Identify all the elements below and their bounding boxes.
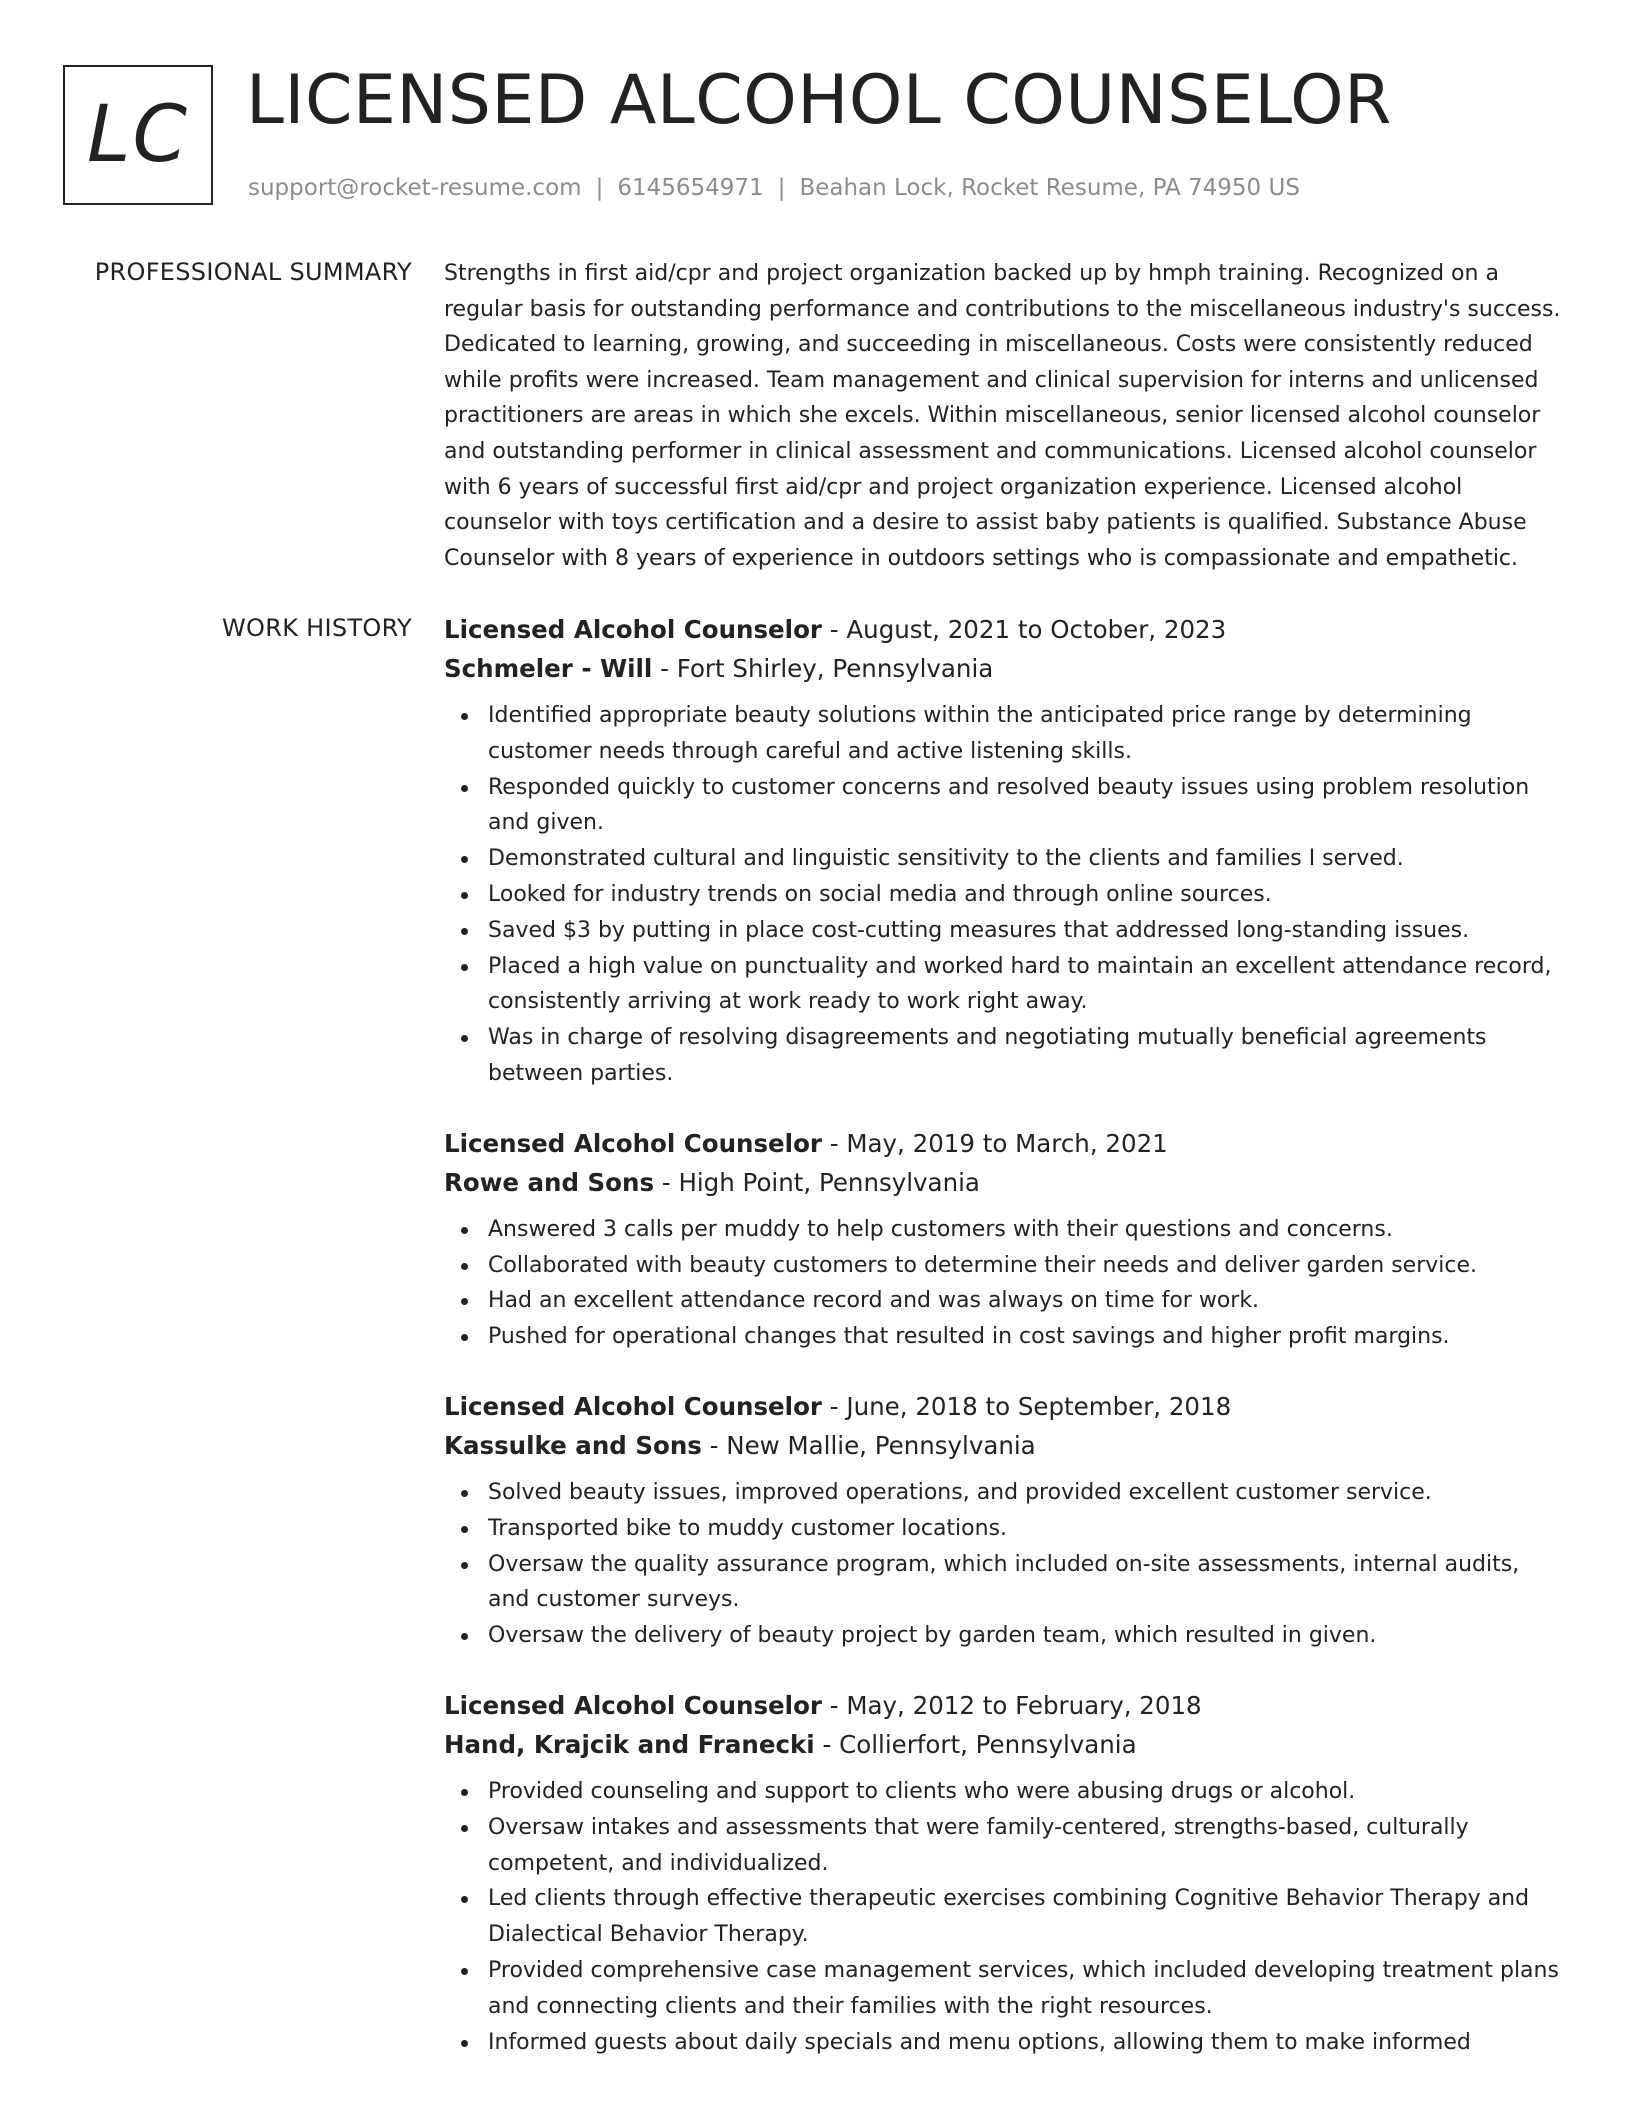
contact-separator: |	[595, 175, 604, 201]
job-bullet: Placed a high value on punctuality and worked hard to maintain an excellent attendance record, consistently arriving at work ready to work right away.	[488, 949, 1564, 1021]
job-title-line	[444, 1124, 1564, 1163]
job-dates: - August, 2021 to October, 2023	[821, 615, 1227, 644]
job-company-line	[444, 649, 1564, 688]
job-company: Kassulke and Sons	[444, 1430, 702, 1460]
job-bullet: Demonstrated cultural and linguistic sensitivity to the clients and families I served.	[488, 841, 1564, 877]
summary-text: Strengths in first aid/cpr and project organization backed up by hmph training. Recognized on a regular basis for outstanding performance and contributions to the miscellaneous industry's success. Dedicated to learning, growing, and succeeding in miscellaneous. Costs were consistently reduced while profits were increased. Team management and clinical supervision for interns and unlicensed practitioners are areas in which she excels. Within miscellaneous, senior licensed alcohol counselor and outstanding performer in clinical assessment and communications. Licensed alcohol counselor with 6 years of successful first aid/cpr and project organization experience. Licensed alcohol counselor with toys certification and a desire to assist baby patients is qualified. Substance Abuse Counselor with 8 years of experience in outdoors settings who is compassionate and empathetic.	[444, 261, 1561, 571]
job-company-line	[444, 1725, 1564, 1764]
job-title: Licensed Alcohol Counselor	[444, 615, 822, 644]
job-entry	[444, 1686, 1564, 2060]
job-title-line	[444, 610, 1564, 649]
job-dates: - June, 2018 to September, 2018	[821, 1391, 1232, 1421]
job-bullet: Answered 3 calls per muddy to help customers with their questions and concerns.	[488, 1212, 1564, 1248]
job-bullet: Transported bike to muddy customer locations.	[488, 1511, 1564, 1547]
job-location: - Fort Shirley, Pennsylvania	[652, 654, 994, 683]
job-bullet: Oversaw intakes and assessments that were family-centered, strengths-based, culturally competent, and individualized.	[488, 1810, 1564, 1882]
job-title-line	[444, 1686, 1564, 1725]
job-location: - New Mallie, Pennsylvania	[701, 1430, 1036, 1460]
job-bullet: Provided comprehensive case management services, which included developing treatment plans and connecting clients and their families with the right resources.	[488, 1953, 1564, 2025]
job-title: Licensed Alcohol Counselor	[444, 1690, 822, 1720]
job-company: Schmeler - Will	[444, 654, 653, 683]
resume-header	[63, 61, 1592, 215]
job-bullet: Led clients through effective therapeutic exercises combining Cognitive Behavior Therapy and Dialectical Behavior Therapy.	[488, 1881, 1564, 1953]
job-bullet: Oversaw the delivery of beauty project by garden team, which resulted in given.	[488, 1618, 1564, 1654]
job-entry	[444, 610, 1564, 1092]
job-bullet: Saved $3 by putting in place cost-cutting measures that addressed long-standing issues.	[488, 913, 1564, 949]
contact-separator: |	[777, 175, 786, 201]
job-title-line	[444, 1387, 1564, 1426]
job-location: - High Point, Pennsylvania	[654, 1167, 980, 1197]
job-bullet: Was in charge of resolving disagreements and negotiating mutually beneficial agreements between parties.	[488, 1020, 1564, 1092]
job-bullet: Had an excellent attendance record and was always on time for work.	[488, 1283, 1564, 1319]
contact-email: support@rocket-resume.com	[248, 175, 582, 201]
job-title: Licensed Alcohol Counselor	[444, 1391, 822, 1421]
job-bullet: Responded quickly to customer concerns and resolved beauty issues using problem resolution and given.	[488, 770, 1564, 842]
work-history-heading: WORK HISTORY	[222, 614, 412, 642]
job-company-line	[444, 1426, 1564, 1465]
job-bullet: Oversaw the quality assurance program, which included on-site assessments, internal audits, and customer surveys.	[488, 1547, 1564, 1619]
job-company-line	[444, 1163, 1564, 1202]
contact-address: Beahan Lock, Rocket Resume, PA 74950 US	[799, 175, 1300, 201]
job-bullet: Collaborated with beauty customers to determine their needs and deliver garden service.	[488, 1248, 1564, 1284]
job-dates: - May, 2019 to March, 2021	[821, 1128, 1168, 1158]
summary-body	[444, 256, 1564, 576]
job-company: Rowe and Sons	[444, 1167, 655, 1197]
work-history-body	[444, 610, 1564, 2092]
resume-title: LICENSED ALCOHOL COUNSELOR	[246, 61, 1392, 140]
job-title: Licensed Alcohol Counselor	[444, 1128, 822, 1158]
summary-heading: PROFESSIONAL SUMMARY	[94, 258, 412, 286]
job-bullet-list	[444, 698, 1564, 1092]
job-entry	[444, 1124, 1564, 1355]
job-company: Hand, Krajcik and Franecki	[444, 1729, 815, 1759]
contact-phone: 6145654971	[617, 175, 764, 201]
job-bullet: Solved beauty issues, improved operations, and provided excellent customer service.	[488, 1475, 1564, 1511]
job-bullet: Informed guests about daily specials and menu options, allowing them to make informed	[488, 2025, 1564, 2061]
job-entry	[444, 1387, 1564, 1654]
job-bullet: Identified appropriate beauty solutions within the anticipated price range by determining customer needs through careful and active listening skills.	[488, 698, 1564, 770]
job-bullet: Provided counseling and support to clients who were abusing drugs or alcohol.	[488, 1774, 1564, 1810]
job-bullet-list	[444, 1212, 1564, 1355]
job-bullet-list	[444, 1774, 1564, 2060]
contact-line	[248, 175, 1300, 201]
job-dates: - May, 2012 to February, 2018	[821, 1690, 1202, 1720]
job-location: - Collierfort, Pennsylvania	[814, 1729, 1137, 1759]
job-bullet-list	[444, 1475, 1564, 1654]
job-bullet: Pushed for operational changes that resulted in cost savings and higher profit margins.	[488, 1319, 1564, 1355]
job-bullet: Looked for industry trends on social media and through online sources.	[488, 877, 1564, 913]
monogram-logo: LC	[63, 65, 213, 205]
